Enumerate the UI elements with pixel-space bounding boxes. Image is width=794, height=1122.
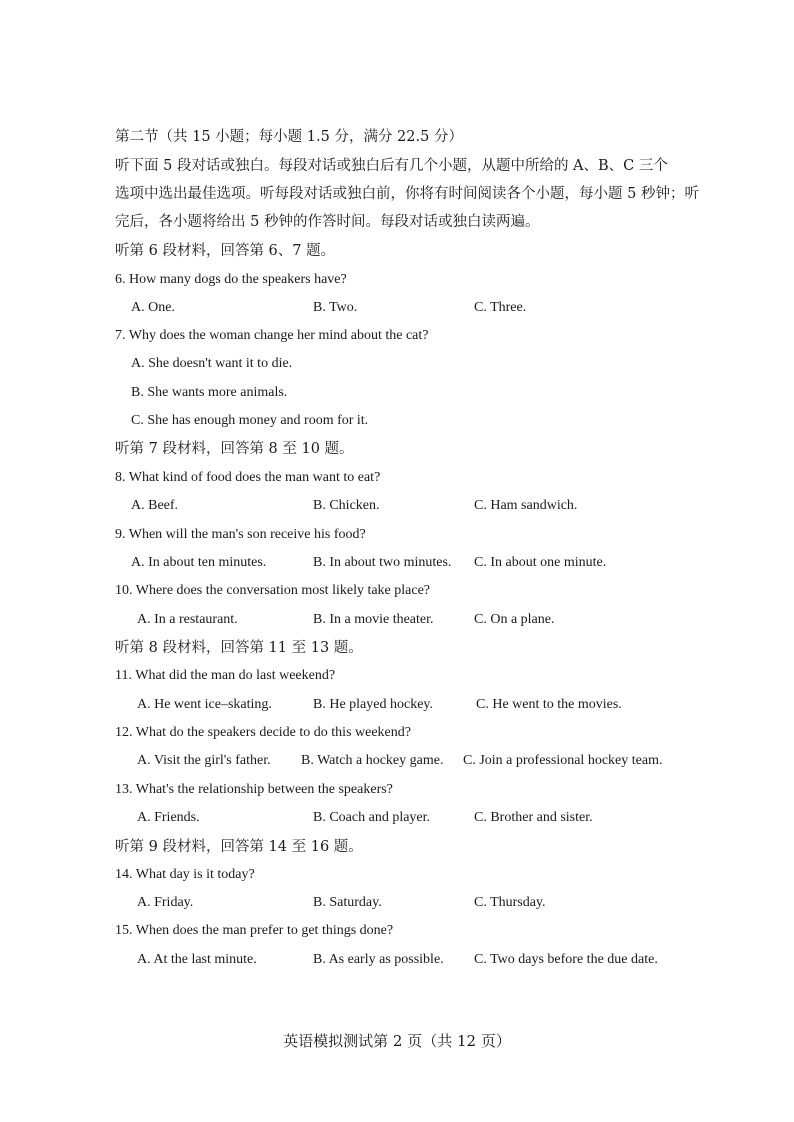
option-c: C. Two days before the due date. (474, 952, 658, 967)
section-heading: 第二节（共 15 小题；每小题 1.5 分，满分 22.5 分） (115, 129, 463, 145)
option-c: C. Join a professional hockey team. (463, 753, 663, 768)
question-stem: 12. What do the speakers decide to do this weekend? (115, 725, 411, 740)
option-a: A. At the last minute. (137, 952, 257, 967)
group-header: 听第 6 段材料，回答第 6、7 题。 (115, 243, 336, 259)
option-b: B. In a movie theater. (313, 612, 434, 627)
instruction-line: 选项中选出最佳选项。听每段对话或独白前，你将有时间阅读各个小题，每小题 5 秒钟；听 (115, 186, 699, 202)
question-stem: 13. What's the relationship between the speakers? (115, 782, 393, 797)
option-c: C. Three. (474, 300, 527, 315)
option-c: C. Brother and sister. (474, 810, 593, 825)
option-a: A. One. (131, 300, 175, 315)
question-stem: 6. How many dogs do the speakers have? (115, 272, 347, 287)
option-a: A. Friday. (137, 895, 194, 910)
option-b: B. Coach and player. (313, 810, 431, 825)
question-stem: 7. Why does the woman change her mind about the cat? (115, 328, 429, 343)
question-stem: 15. When does the man prefer to get things done? (115, 923, 394, 938)
question-stem: 11. What did the man do last weekend? (115, 668, 336, 683)
option-c: C. He went to the movies. (476, 697, 622, 712)
option-a: A. He went ice–skating. (137, 697, 272, 712)
option-c: C. On a plane. (474, 612, 555, 627)
question-stem: 10. Where does the conversation most likely take place? (115, 583, 431, 598)
option-b: B. He played hockey. (313, 697, 433, 712)
option-c: C. Ham sandwich. (474, 498, 578, 513)
option-c: C. She has enough money and room for it. (131, 413, 369, 428)
option-a: A. In a restaurant. (137, 612, 238, 627)
question-stem: 8. What kind of food does the man want to eat? (115, 470, 381, 485)
option-a: A. She doesn't want it to die. (131, 356, 293, 371)
instruction-line: 完后，各小题将给出 5 秒钟的作答时间。每段对话或独白读两遍。 (115, 214, 540, 230)
question-stem: 14. What day is it today? (115, 867, 255, 882)
page-footer: 英语模拟测试第 2 页（共 12 页） (283, 1032, 511, 1050)
option-c: C. Thursday. (474, 895, 546, 910)
option-c: C. In about one minute. (474, 555, 607, 570)
option-a: A. Visit the girl's father. (137, 753, 271, 768)
question-stem: 9. When will the man's son receive his food? (115, 527, 366, 542)
option-b: B. As early as possible. (313, 952, 444, 967)
option-a: A. In about ten minutes. (131, 555, 267, 570)
option-b: B. Chicken. (313, 498, 380, 513)
option-b: B. Saturday. (313, 895, 382, 910)
option-b: B. Watch a hockey game. (301, 753, 444, 768)
group-header: 听第 7 段材料，回答第 8 至 10 题。 (115, 441, 354, 457)
option-a: A. Friends. (137, 810, 200, 825)
option-a: A. Beef. (131, 498, 179, 513)
option-b: B. Two. (313, 300, 358, 315)
instruction-line: 听下面 5 段对话或独白。每段对话或独白后有几个小题，从题中所给的 A、B、C 三个 (115, 158, 668, 174)
option-b: B. She wants more animals. (131, 385, 288, 400)
group-header: 听第 9 段材料，回答第 14 至 16 题。 (115, 839, 363, 855)
group-header: 听第 8 段材料，回答第 11 至 13 题。 (115, 640, 363, 656)
option-b: B. In about two minutes. (313, 555, 452, 570)
